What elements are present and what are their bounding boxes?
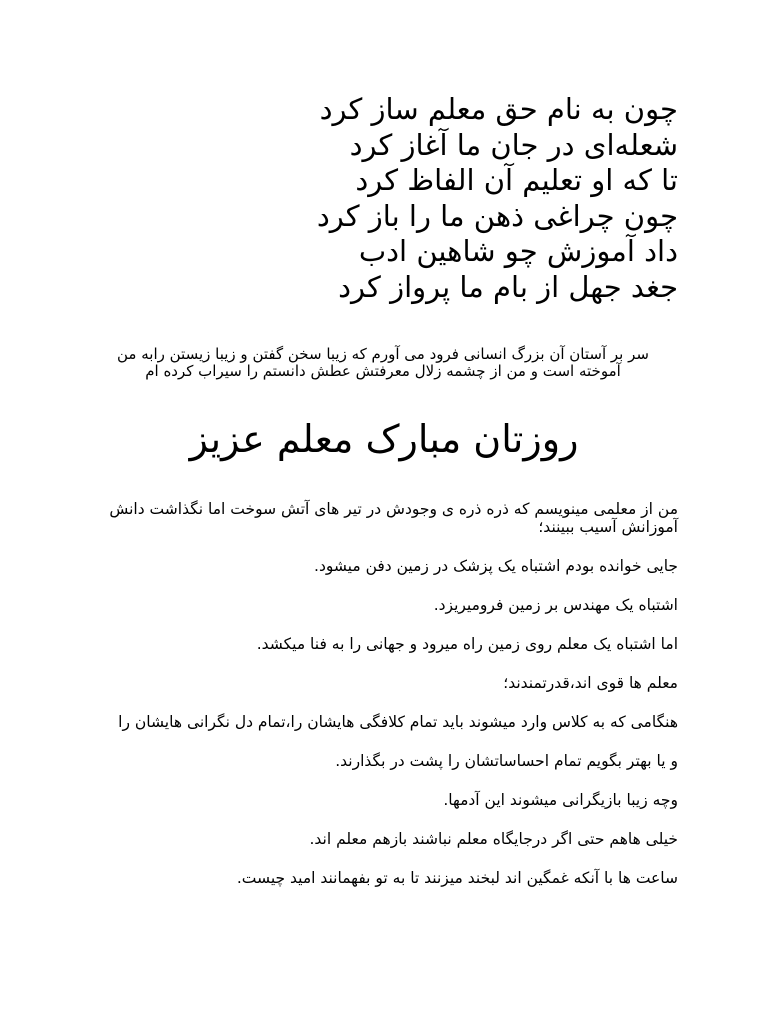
poem-line: تا که او تعلیم آن الفاظ کرد bbox=[355, 163, 678, 197]
paragraph: ساعت ها با آنکه غمگین اند لبخند میزنند تا به تو بفهمانند امید چیست. bbox=[236, 869, 678, 887]
greeting-heading: روزتان مبارک معلم عزیز bbox=[189, 417, 579, 461]
paragraph: جایی خوانده بودم اشتباه یک پزشک در زمین دفن میشود. bbox=[314, 557, 678, 575]
paragraph: و یا بهتر بگویم تمام احساساتشان را پشت در بگذارند. bbox=[335, 752, 678, 770]
paragraph: اشتباه یک مهندس بر زمین فرومیریزد. bbox=[433, 596, 678, 614]
paragraph: وچه زیبا بازیگرانی میشوند این آدمها. bbox=[443, 791, 678, 809]
paragraph: معلم ها قوی اند،قدرتمندند؛ bbox=[503, 674, 678, 692]
poem-line: داد آموزش چو شاهین ادب bbox=[358, 234, 678, 268]
body-text bbox=[98, 500, 678, 908]
poem-line: جغد جهل از بام ما پرواز کرد bbox=[338, 269, 678, 304]
paragraph: خیلی هاهم حتی اگر درجایگاه معلم نباشند بازهم معلم اند. bbox=[309, 830, 678, 848]
paragraph: هنگامی که به کلاس وارد میشوند باید تمام کلافگی هایشان را،تمام دل نگرانی هایشان را bbox=[118, 713, 678, 731]
poem bbox=[78, 92, 678, 305]
poem-line: شعله‌ای در جان ما آغاز کرد bbox=[349, 127, 678, 162]
paragraph: من از معلمی مینویسم که ذره ذره ی وجودش در تیر های آتش سوخت اما نگذاشت دانش آموزانش آسیب ببینند؛ bbox=[109, 500, 678, 536]
poem-line: چون به نام حق معلم ساز کرد bbox=[319, 92, 678, 126]
paragraph: اما اشتباه یک معلم روی زمین راه میرود و جهانی را به فنا میکشد. bbox=[256, 635, 678, 653]
intro-paragraph: سر بر آستان آن بزرگ انسانی فرود می آورم که زیبا سخن گفتن و زیبا زیستن رابه من آموخته است و من از چشمه زلال معرفتش عطش دانستم را سیراب کرده ام bbox=[117, 345, 649, 380]
poem-line: چون چراغی ذهن ما را باز کرد bbox=[316, 198, 678, 233]
